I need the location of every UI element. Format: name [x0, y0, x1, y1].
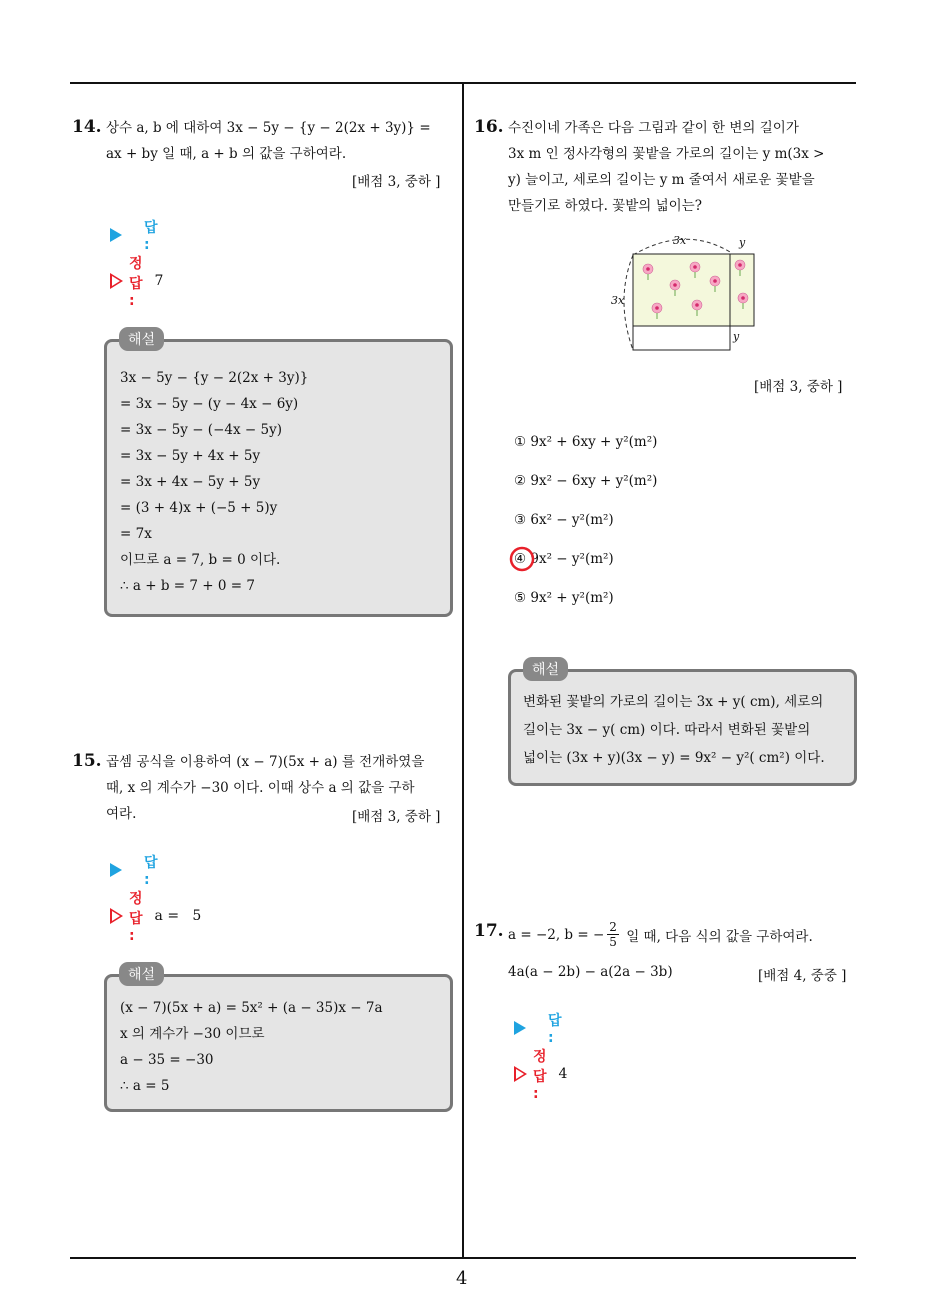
- bottom-rule: [70, 1257, 856, 1259]
- play-triangle-icon: [110, 863, 122, 877]
- question-line: ax + by 일 때, a + b 의 값을 구하여라.: [106, 146, 347, 162]
- explanation-line: x 의 계수가 −30 이므로: [120, 1026, 265, 1042]
- explanation-line: = (3 + 4)x + (−5 + 5)y: [120, 500, 278, 516]
- question-line: 3x m 인 정사각형의 꽃밭을 가로의 길이는 y m(3x >: [508, 146, 825, 162]
- question-text: [508, 115, 858, 219]
- explanation-line: = 3x − 5y − (y − 4x − 6y): [120, 396, 299, 412]
- correct-answer: [110, 253, 163, 309]
- label-top-3x: 3x: [673, 234, 687, 247]
- question-number: 15.: [72, 751, 102, 771]
- question-line: a = −2, b = −: [508, 926, 605, 943]
- fraction-numerator: 2: [609, 920, 617, 934]
- correct-label: 정답 :: [533, 1049, 547, 1102]
- question-line: y) 늘이고, 세로의 길이는 y m 줄여서 새로운 꽃밭을: [508, 172, 815, 188]
- expression: 4a(a − 2b) − a(2a − 3b): [508, 964, 673, 980]
- answer-field[interactable]: [110, 852, 158, 888]
- answer-label: 답 :: [144, 220, 158, 253]
- outline-triangle-icon: [110, 908, 123, 924]
- correct-value: 4: [558, 1066, 568, 1082]
- explanation-lines: [120, 365, 308, 599]
- removed-strip: [633, 326, 730, 350]
- page-number: 4: [456, 1268, 468, 1289]
- score-label: [배점 4, 중중 ]: [758, 968, 847, 984]
- explanation-box: [104, 967, 453, 1112]
- score-label: [배점 3, 중하 ]: [352, 809, 441, 825]
- explanation-lines: [120, 995, 383, 1099]
- explanation-line: ∴ a + b = 7 + 0 = 7: [120, 578, 255, 594]
- correct-label: 정답 :: [129, 891, 143, 944]
- correct-value: a = 5: [154, 908, 202, 924]
- explanation-line: 넓이는 (3x + y)(3x − y) = 9x² − y²( cm²) 이다.: [523, 750, 825, 766]
- explanation-box: [104, 332, 453, 617]
- explanation-line: = 3x + 4x − 5y + 5y: [120, 474, 261, 490]
- explanation-line: 길이는 3x − y( cm) 이다. 따라서 변화된 꽃밭의: [523, 722, 811, 738]
- answer-field[interactable]: [514, 1010, 562, 1046]
- explanation-tag: 해설: [119, 327, 164, 351]
- explanation-line: = 3x − 5y + 4x + 5y: [120, 448, 261, 464]
- option-5[interactable]: ⑤ 9x² + y²(m²): [514, 590, 614, 606]
- explanation-line: 3x − 5y − {y − 2(2x + 3y)}: [120, 370, 309, 386]
- score-label: [배점 3, 중하 ]: [352, 174, 441, 190]
- explanation-line: 이므로 a = 7, b = 0 이다.: [120, 552, 281, 568]
- correct-answer: [110, 888, 201, 944]
- option-2[interactable]: ② 9x² − 6xy + y²(m²): [514, 473, 658, 489]
- question-line: 곱셈 공식을 이용하여 (x − 7)(5x + a) 를 전개하였을: [106, 754, 425, 770]
- label-top-y: y: [739, 236, 746, 249]
- correct-answer: [514, 1046, 567, 1102]
- garden-figure: [605, 230, 765, 360]
- answer-label: 답 :: [144, 855, 158, 888]
- answer-field[interactable]: [110, 217, 158, 253]
- explanation-line: = 3x − 5y − (−4x − 5y): [120, 422, 282, 438]
- explanation-lines: [523, 688, 825, 772]
- correct-value: 7: [154, 273, 164, 289]
- answer-label: 답 :: [548, 1013, 562, 1046]
- outline-triangle-icon: [110, 273, 123, 289]
- correct-label: 정답 :: [129, 256, 143, 309]
- label-bottom-y: y: [733, 330, 740, 343]
- question-number: 16.: [474, 117, 504, 137]
- explanation-line: (x − 7)(5x + a) = 5x² + (a − 35)x − 7a: [120, 1000, 383, 1016]
- question-line: 여라.: [106, 806, 137, 822]
- question-line: 수진이네 가족은 다음 그림과 같이 한 변의 길이가: [508, 120, 799, 136]
- selected-circle-icon: [508, 545, 536, 573]
- fraction-denominator: 5: [609, 935, 617, 949]
- question-line: 만들기로 하였다. 꽃밭의 넓이는?: [508, 198, 702, 214]
- explanation-tag: 해설: [523, 657, 568, 681]
- outline-triangle-icon: [514, 1066, 527, 1082]
- option-4[interactable]: ④ 9x² − y²(m²): [514, 551, 614, 567]
- option-1[interactable]: ① 9x² + 6xy + y²(m²): [514, 434, 658, 450]
- question-line: 일 때, 다음 식의 값을 구하여라.: [621, 928, 813, 945]
- score-label: [배점 3, 중하 ]: [754, 379, 843, 395]
- explanation-line: a − 35 = −30: [120, 1052, 214, 1068]
- label-left-3x: 3x: [611, 294, 625, 307]
- explanation-line: ∴ a = 5: [120, 1078, 170, 1094]
- explanation-line: 변화된 꽃밭의 가로의 길이는 3x + y( cm), 세로의: [523, 694, 824, 710]
- center-divider: [462, 83, 464, 1259]
- explanation-line: = 7x: [120, 526, 152, 542]
- play-triangle-icon: [514, 1021, 526, 1035]
- question-text: [508, 920, 813, 949]
- question-text: [106, 115, 456, 167]
- explanation-tag: 해설: [119, 962, 164, 986]
- question-line: 때, x 의 계수가 −30 이다. 이때 상수 a 의 값을 구하: [106, 780, 415, 796]
- fraction: [607, 920, 619, 949]
- explanation-box: [508, 662, 857, 786]
- question-number: 14.: [72, 117, 102, 137]
- dimension-arc-left: [624, 255, 633, 350]
- play-triangle-icon: [110, 228, 122, 242]
- question-line: 상수 a, b 에 대하여 3x − 5y − {y − 2(2x + 3y)} =: [106, 120, 431, 136]
- question-number: 17.: [474, 921, 504, 941]
- option-3[interactable]: ③ 6x² − y²(m²): [514, 512, 614, 528]
